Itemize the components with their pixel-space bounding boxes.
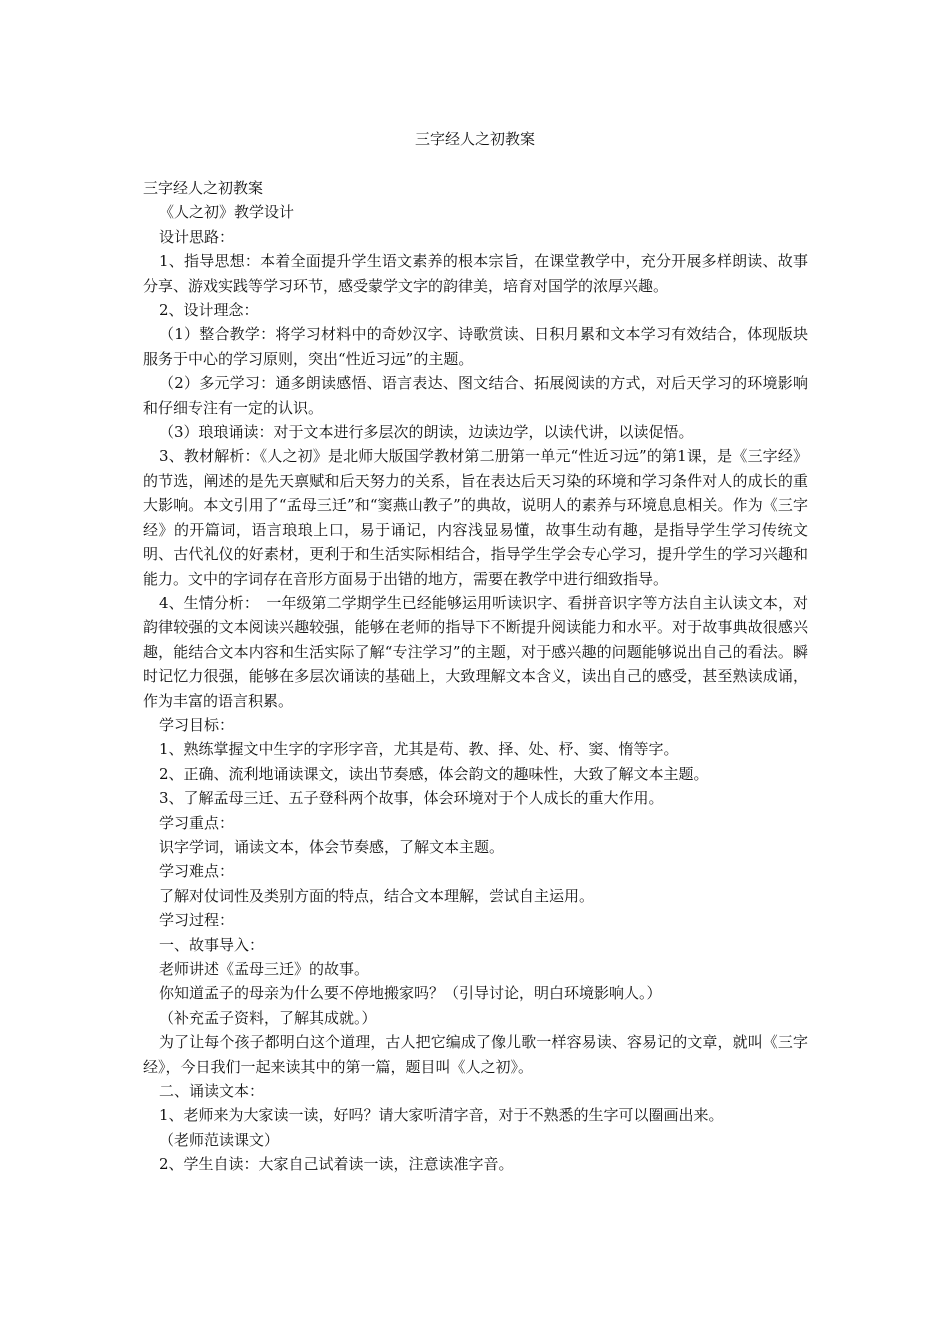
paragraph: 2、正确、流利地诵读课文，读出节奏感，体会韵文的趣味性，大致了解文本主题。 bbox=[159, 764, 709, 783]
paragraph: 2、设计理念： bbox=[159, 301, 259, 320]
paragraph: 2、学生自读：大家自己试着读一读，注意读准字音。 bbox=[159, 1155, 514, 1174]
paragraph: 1、熟练掌握文中生字的字形字音，尤其是苟、教、择、处、杼、窦、惰等字。 bbox=[159, 740, 679, 759]
paragraph: 为了让每个孩子都明白这个道理，古人把它编成了像儿歌一样容易读、容易记的文章，就叫《三字经》，今日我们一起来读其中的第一篇，题目叫《人之初》。 bbox=[143, 1033, 808, 1076]
paragraph: 3、了解孟母三迁、五子登科两个故事，体会环境对于个人成长的重大作用。 bbox=[159, 789, 664, 808]
paragraph: 《人之初》教学设计 bbox=[159, 203, 295, 222]
paragraph: （3）琅琅诵读：对于文本进行多层次的朗读，边读边学，以读代讲，以读促悟。 bbox=[159, 423, 694, 442]
paragraph: 1、老师来为大家读一读，好吗？请大家听清字音，对于不熟悉的生字可以圈画出来。 bbox=[159, 1106, 724, 1125]
document-title: 三字经人之初教案 bbox=[414, 130, 535, 148]
paragraph: 学习目标： bbox=[159, 715, 235, 734]
paragraph: 老师讲述《孟母三迁》的故事。 bbox=[159, 960, 370, 978]
paragraph: 4、生情分析： 一年级第二学期学生已经能够运用听读识字、看拼音识字等方法自主认读文本，对韵律较强的文本阅读兴趣较强，能够在老师的指导下不断提升阅读能力和水平。对于故事典故很感兴趣，能结合文本内容和生活实际了解“专注学习”的主题，对于感兴趣的问题能够说出自己的看法。瞬时记忆力很强，能够在多层次诵读的基础上，大致理解文本含义，读出自己的感受，甚至熟读成诵，作为丰富的语言积累。 bbox=[143, 593, 808, 710]
paragraph: 学习难点： bbox=[159, 862, 235, 881]
paragraph: 一、故事导入： bbox=[159, 935, 265, 954]
paragraph: 学习过程： bbox=[159, 911, 235, 930]
paragraph: （老师范读课文） bbox=[159, 1130, 280, 1149]
paragraph: 1、指导思想：本着全面提升学生语文素养的根本宗旨，在课堂教学中，充分开展多样朗读、故事分享、游戏实践等学习环节，感受蒙学文字的韵律美，培育对国学的浓厚兴趣。 bbox=[143, 252, 808, 295]
paragraph: （1）整合教学：将学习材料中的奇妙汉字、诗歌赏读、日积月累和文本学习有效结合，体现版块服务于中心的学习原则，突出“性近习远”的主题。 bbox=[143, 325, 808, 368]
paragraph: （补充孟子资料，了解其成就。） bbox=[159, 1008, 377, 1027]
paragraph: （2）多元学习：通多朗读感悟、语言表达、图文结合、拓展阅读的方式，对后天学习的环境影响和仔细专注有一定的认识。 bbox=[143, 374, 808, 417]
paragraph: 二、诵读文本： bbox=[159, 1082, 265, 1101]
paragraph: 3、教材解析：《人之初》是北师大版国学教材第二册第一单元“性近习远”的第1课，是《三字经》的节选，阐述的是先天禀赋和后天努力的关系，旨在表达后天习染的环境和学习条件对人的成长的重大影响。本文引用了“孟母三迁”和“窦燕山教子”的典故，说明人的素养与环境息息相关。作为《三字经》的开篇词，语言琅琅上口，易于诵记，内容浅显易懂，故事生动有趣，是指导学生学习传统文明、古代礼仪的好素材，更利于和生活实际相结合，指导学生学会专心学习，提升学生的学习兴趣和能力。文中的字词存在音形方面易于出错的地方，需要在教学中进行细致指导。 bbox=[143, 447, 808, 588]
paragraph: 你知道孟子的母亲为什么要不停地搬家吗？（引导讨论，明白环境影响人。） bbox=[159, 984, 662, 1003]
paragraph: 了解对仗词性及类别方面的特点，结合文本理解，尝试自主运用。 bbox=[159, 886, 595, 905]
paragraph: 识字学词，诵读文本，体会节奏感，了解文本主题。 bbox=[159, 837, 505, 856]
document-body bbox=[143, 176, 808, 1177]
document-subtitle: 三字经人之初教案 bbox=[143, 179, 264, 197]
paragraph: 设计思路： bbox=[159, 227, 235, 246]
paragraph: 学习重点： bbox=[159, 813, 235, 832]
